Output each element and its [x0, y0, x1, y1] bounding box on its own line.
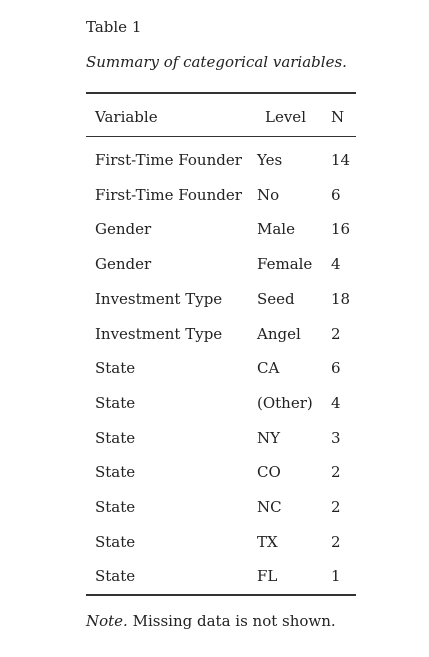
cell-level: Seed	[257, 290, 295, 308]
cell-variable: Gender	[95, 255, 152, 273]
cell-variable: State	[95, 394, 136, 412]
cell-variable: Investment Type	[95, 290, 223, 308]
cell-variable: First-Time Founder	[95, 151, 242, 169]
cell-n: 2	[331, 498, 341, 516]
cell-n: 18	[331, 290, 351, 308]
cell-n: 2	[331, 463, 341, 481]
note-text: Missing data is not shown.	[132, 612, 336, 630]
table-note	[86, 611, 336, 631]
header-variable: Variable	[95, 108, 158, 126]
cell-n: 14	[331, 151, 351, 169]
cell-level: NC	[257, 498, 282, 516]
cell-level: Angel	[257, 325, 301, 343]
cell-variable: State	[95, 567, 136, 585]
table-header-rule	[86, 136, 356, 137]
cell-level: FL	[257, 567, 278, 585]
table-number: Table 1	[86, 18, 142, 36]
cell-level: Yes	[257, 151, 283, 169]
table-bottom-rule	[86, 594, 356, 596]
header-level: Level	[265, 108, 306, 126]
cell-level: NY	[257, 429, 281, 447]
cell-n: 6	[331, 359, 341, 377]
cell-level: Female	[257, 255, 313, 273]
cell-level: No	[257, 186, 280, 204]
cell-variable: First-Time Founder	[95, 186, 242, 204]
cell-level: Male	[257, 220, 295, 238]
cell-n: 4	[331, 394, 341, 412]
header-n: N	[331, 108, 345, 126]
cell-variable: Gender	[95, 220, 152, 238]
cell-variable: State	[95, 533, 136, 551]
cell-variable: State	[95, 359, 136, 377]
table-title: Summary of categorical variables.	[86, 53, 347, 71]
cell-variable: State	[95, 498, 136, 516]
cell-variable: State	[95, 463, 136, 481]
cell-n: 16	[331, 220, 351, 238]
table-top-rule	[86, 92, 356, 94]
cell-n: 2	[331, 325, 341, 343]
cell-n: 4	[331, 255, 341, 273]
cell-n: 1	[331, 567, 341, 585]
note-label: Note.	[86, 612, 128, 630]
cell-variable: Investment Type	[95, 325, 223, 343]
cell-n: 2	[331, 533, 341, 551]
cell-n: 3	[331, 429, 341, 447]
cell-n: 6	[331, 186, 341, 204]
cell-level: (Other)	[257, 394, 313, 412]
cell-level: TX	[257, 533, 278, 551]
cell-level: CO	[257, 463, 281, 481]
cell-variable: State	[95, 429, 136, 447]
cell-level: CA	[257, 359, 280, 377]
